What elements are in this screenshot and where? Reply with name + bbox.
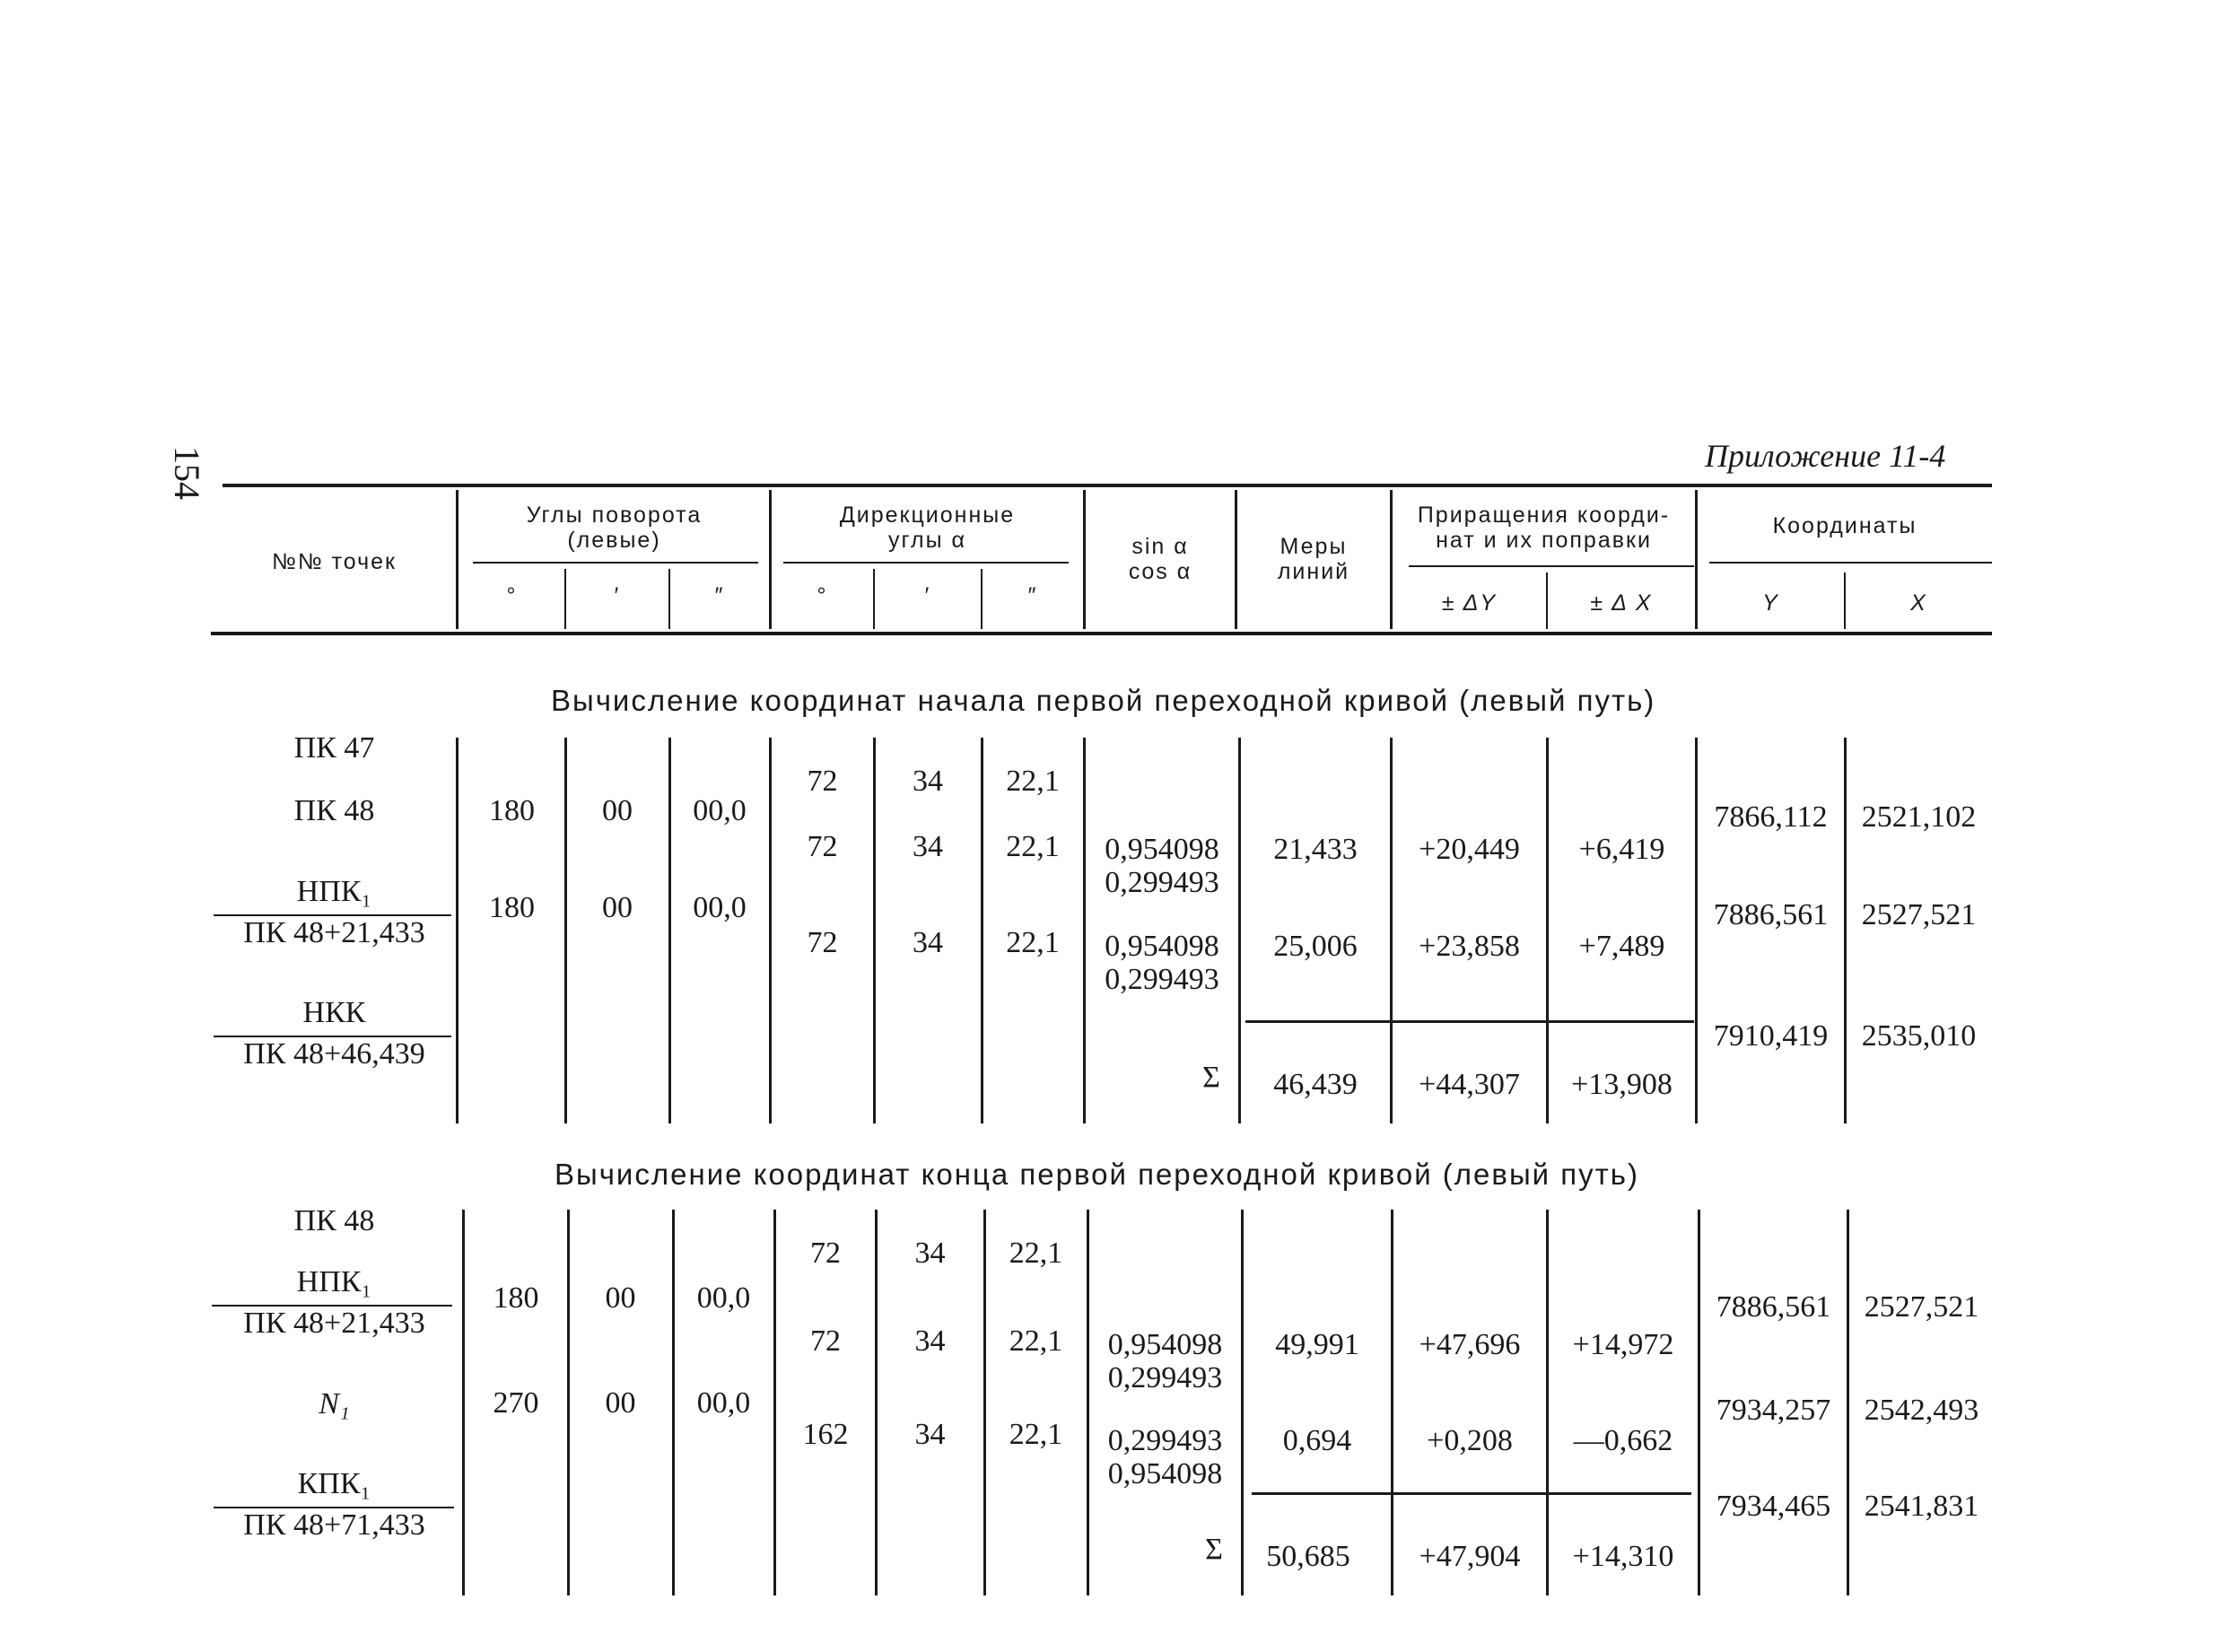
- turn-deg: 180: [493, 1281, 539, 1315]
- point-kpk1-chainage: ПК 48+71,433: [243, 1508, 425, 1542]
- coord-x: 2527,521: [1861, 898, 1977, 931]
- coord-x: 2521,102: [1861, 800, 1977, 834]
- sum-delta-x: +14,310: [1572, 1540, 1674, 1573]
- point-npk1: НПК₁: [296, 875, 372, 908]
- turn-sec: 00,0: [696, 1386, 751, 1420]
- cos-value: 0,299493: [1105, 963, 1219, 996]
- dir-deg: 72: [810, 1324, 841, 1358]
- section-title: Вычисление координат начала первой переходной кривой (левый путь): [551, 684, 1656, 717]
- point-kpk1: КПК₁: [297, 1467, 371, 1500]
- line-length: 49,991: [1275, 1328, 1359, 1361]
- header-dir-degrees: °: [817, 583, 828, 608]
- header-increments: Приращения коорди- нат и их поправки: [1417, 503, 1671, 553]
- dir-deg: 72: [807, 926, 838, 959]
- header-degrees: °: [506, 583, 518, 608]
- dir-min: 34: [914, 1237, 946, 1270]
- delta-y: +20,449: [1419, 833, 1520, 866]
- delta-x: +6,419: [1578, 833, 1665, 866]
- header-y: Y: [1762, 590, 1779, 616]
- turn-deg: 180: [489, 891, 535, 924]
- point-npk1: НПК₁: [296, 1265, 372, 1298]
- point-npk1-chainage: ПК 48+21,433: [243, 1307, 425, 1340]
- header-dir-angles: Дирекционные углы α: [839, 503, 1016, 553]
- header-dy: ± ΔY: [1441, 590, 1498, 616]
- sum-delta-x: +13,908: [1571, 1068, 1673, 1101]
- delta-x: +7,489: [1578, 930, 1665, 963]
- point-npk1-chainage: ПК 48+21,433: [243, 916, 425, 949]
- dir-sec: 22,1: [1006, 926, 1060, 959]
- turn-min: 00: [605, 1281, 636, 1315]
- dir-min: 34: [913, 926, 943, 959]
- delta-y: +47,696: [1419, 1328, 1521, 1361]
- header-coordinates: Координаты: [1772, 513, 1917, 538]
- header-points: №№ точек: [272, 549, 397, 574]
- coord-y: 7910,419: [1713, 1019, 1829, 1053]
- coord-y: 7886,561: [1713, 898, 1829, 931]
- dir-sec: 22,1: [1006, 765, 1060, 798]
- sin-value: 0,954098: [1105, 833, 1219, 866]
- delta-x: —0,662: [1573, 1424, 1673, 1457]
- coord-x: 2541,831: [1864, 1490, 1979, 1523]
- dir-sec: 22,1: [1009, 1324, 1063, 1358]
- header-sin-cos: sin α cos α: [1128, 534, 1192, 584]
- dir-min: 34: [913, 765, 943, 798]
- sum-length: 46,439: [1273, 1068, 1358, 1101]
- turn-min: 00: [602, 794, 633, 827]
- coord-y: 7934,257: [1716, 1394, 1831, 1427]
- delta-y: +23,858: [1419, 930, 1520, 963]
- header-turn-angles: Углы поворота (левые): [526, 503, 703, 553]
- header-minutes: ′: [614, 583, 621, 608]
- coord-x: 2542,493: [1864, 1394, 1979, 1427]
- coord-x: 2527,521: [1864, 1290, 1979, 1324]
- section-title: Вычисление координат конца первой переходной кривой (левый путь): [555, 1158, 1639, 1191]
- line-length: 21,433: [1273, 833, 1358, 866]
- turn-sec: 00,0: [693, 891, 747, 924]
- point-n1: N₁: [319, 1387, 350, 1420]
- turn-sec: 00,0: [693, 794, 747, 827]
- sum-length: 50,685: [1266, 1540, 1350, 1573]
- header-dx: ± Δ X: [1590, 590, 1653, 616]
- dir-sec: 22,1: [1009, 1418, 1063, 1451]
- turn-deg: 180: [489, 794, 535, 827]
- sum-delta-y: +47,904: [1419, 1540, 1521, 1573]
- coord-y: 7866,112: [1714, 800, 1828, 834]
- header-x: X: [1910, 590, 1927, 616]
- point-nkk-chainage: ПК 48+46,439: [243, 1037, 425, 1071]
- turn-min: 00: [605, 1386, 636, 1420]
- dir-sec: 22,1: [1009, 1237, 1063, 1270]
- cos-value: 0,299493: [1105, 866, 1219, 899]
- coord-y: 7886,561: [1716, 1290, 1831, 1324]
- turn-min: 00: [602, 891, 633, 924]
- dir-min: 34: [914, 1418, 946, 1451]
- cos-value: 0,954098: [1107, 1457, 1223, 1490]
- dir-min: 34: [913, 830, 943, 863]
- line-length: 25,006: [1273, 930, 1358, 963]
- point-pk47: ПК 47: [293, 731, 375, 765]
- dir-sec: 22,1: [1006, 830, 1060, 863]
- turn-sec: 00,0: [696, 1281, 751, 1315]
- sum-delta-y: +44,307: [1419, 1068, 1520, 1101]
- dir-deg: 162: [802, 1418, 849, 1451]
- header-seconds: ″: [714, 583, 725, 608]
- sigma-sign: Σ: [1205, 1533, 1223, 1566]
- point-nkk: НКК: [302, 996, 366, 1029]
- sin-value: 0,299493: [1107, 1424, 1223, 1457]
- sin-value: 0,954098: [1105, 930, 1219, 963]
- sigma-sign: Σ: [1202, 1061, 1220, 1094]
- page-number: 154: [167, 446, 207, 500]
- header-lengths: Меры линий: [1277, 534, 1350, 584]
- dir-deg: 72: [807, 765, 838, 798]
- dir-min: 34: [914, 1324, 946, 1358]
- dir-deg: 72: [810, 1237, 841, 1270]
- line-length: 0,694: [1282, 1424, 1352, 1457]
- sin-value: 0,954098: [1107, 1328, 1223, 1361]
- coord-x: 2535,010: [1861, 1019, 1977, 1053]
- turn-deg: 270: [493, 1386, 539, 1420]
- point-pk48: ПК 48: [293, 794, 375, 827]
- point-pk48: ПК 48: [293, 1204, 375, 1237]
- dir-deg: 72: [807, 830, 838, 863]
- delta-y: +0,208: [1427, 1424, 1513, 1457]
- delta-x: +14,972: [1572, 1328, 1674, 1361]
- header-dir-seconds: ″: [1027, 583, 1038, 608]
- cos-value: 0,299493: [1107, 1361, 1223, 1394]
- coord-y: 7934,465: [1716, 1490, 1831, 1523]
- header-dir-minutes: ′: [924, 583, 931, 608]
- appendix-title: Приложение 11-4: [1705, 438, 1946, 474]
